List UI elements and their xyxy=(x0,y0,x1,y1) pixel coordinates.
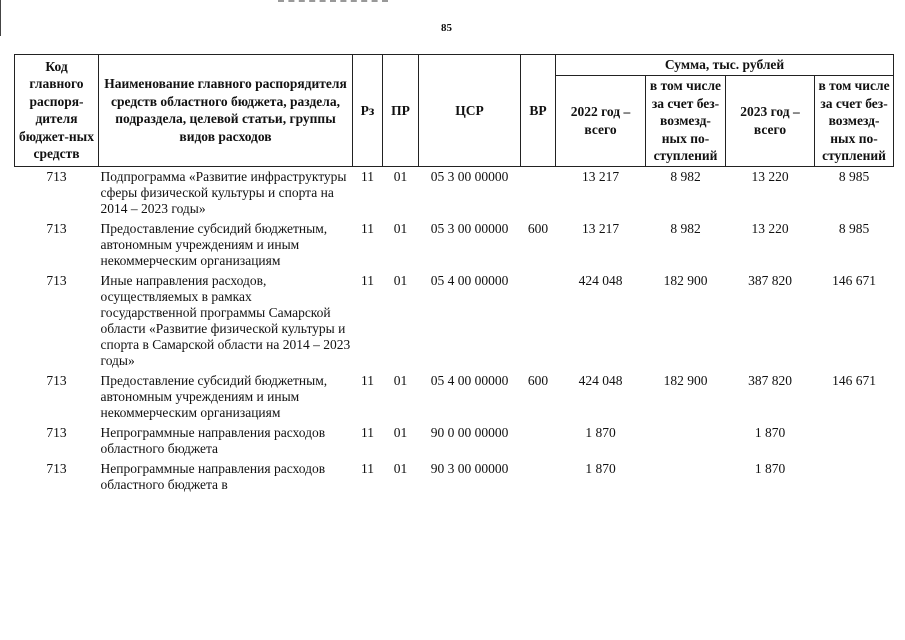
cell-code: 713 xyxy=(46,168,67,184)
cell-code: 713 xyxy=(46,220,67,236)
header-2022-free: в том числе за счет без-возмезд-ных по-ступлений xyxy=(646,76,726,167)
cell-vr xyxy=(521,273,556,373)
cell-rz: 11 xyxy=(361,168,374,184)
cell-2022-free: 182 900 xyxy=(663,372,708,388)
header-2023-total: 2023 год – всего xyxy=(726,76,815,167)
cell-2023-free: 146 671 xyxy=(832,272,876,288)
cell-pr: 01 xyxy=(393,168,408,184)
cell-2023-total: 1 870 xyxy=(754,460,786,476)
cell-code: 713 xyxy=(46,372,67,388)
cell-2022-total: 13 217 xyxy=(581,168,620,184)
cell-pr: 01 xyxy=(393,460,408,476)
cell-name: Предоставление субсидий бюджетным, автономным учреждениям и иным некоммерческим организациям xyxy=(100,372,328,420)
cell-pr: 01 xyxy=(393,424,408,440)
table-row xyxy=(15,273,894,373)
cell-pr: 01 xyxy=(393,272,408,288)
cell-2022-total: 424 048 xyxy=(578,372,623,388)
cell-2023-free: 146 671 xyxy=(832,372,876,388)
table-row xyxy=(15,373,894,425)
cell-2022-total: 1 870 xyxy=(585,424,616,440)
cell-vr xyxy=(521,166,556,221)
table-row xyxy=(15,461,894,493)
header-csr: ЦСР xyxy=(419,55,521,167)
cell-vr xyxy=(521,461,556,493)
cell-2023-free: 8 985 xyxy=(838,220,870,236)
header-name: Наименование главного распорядителя средств областного бюджета, раздела, подраздела, целевой статьи, группы видов расходов xyxy=(99,55,353,167)
header-2023-free: в том числе за счет без-возмезд-ных по-ступлений xyxy=(815,76,894,167)
cell-2022-free: 8 982 xyxy=(670,168,701,184)
cell-2022-total: 424 048 xyxy=(578,272,623,288)
cell-code: 713 xyxy=(46,424,67,440)
cell-pr: 01 xyxy=(393,220,408,236)
cell-csr: 05 3 00 00000 xyxy=(430,168,509,184)
cell-vr: 600 xyxy=(527,220,549,236)
cell-2023-total: 13 220 xyxy=(751,168,789,184)
header-pr: ПР xyxy=(383,55,419,167)
cell-2023-total: 387 820 xyxy=(748,272,792,288)
cell-2022-free: 8 982 xyxy=(670,220,701,236)
cell-rz: 11 xyxy=(361,424,374,440)
cell-2023-free: 8 985 xyxy=(838,168,870,184)
header-code: Код главного распоря-дителя бюджет-ных средств xyxy=(15,55,99,167)
cell-2023-total: 1 870 xyxy=(754,424,786,440)
cell-code: 713 xyxy=(46,460,67,476)
cell-code: 713 xyxy=(46,272,67,288)
header-rz: Рз xyxy=(353,55,383,167)
cell-rz: 11 xyxy=(361,272,374,288)
table-row xyxy=(15,425,894,461)
header-vr: ВР xyxy=(521,55,556,167)
cell-csr: 90 3 00 00000 xyxy=(430,460,509,476)
cell-2023-free xyxy=(815,425,894,461)
cell-name: Иные направления расходов, осуществляемых в рамках государственной программы Самарской области «Развитие физической культуры и спорта в Самарской области на 2014 – 2023 годы» xyxy=(100,272,351,368)
table-row xyxy=(15,221,894,273)
cell-vr xyxy=(521,425,556,461)
cell-2022-free: 182 900 xyxy=(663,272,708,288)
cell-name: Непрограммные направления расходов областного бюджета xyxy=(100,424,326,456)
cell-rz: 11 xyxy=(361,372,374,388)
cell-rz: 11 xyxy=(361,460,374,476)
cell-vr: 600 xyxy=(527,372,549,388)
cell-2022-total: 13 217 xyxy=(581,220,620,236)
header-2022-total: 2022 год – всего xyxy=(556,76,646,167)
cell-2022-free xyxy=(646,425,726,461)
cell-2022-free xyxy=(646,461,726,493)
page-number: 85 xyxy=(441,22,452,34)
cell-2023-total: 13 220 xyxy=(751,220,789,236)
cell-csr: 90 0 00 00000 xyxy=(430,424,509,440)
cell-2023-total: 387 820 xyxy=(748,372,792,388)
cell-name: Непрограммные направления расходов областного бюджета в xyxy=(100,460,326,492)
cell-csr: 05 4 00 00000 xyxy=(430,272,509,288)
cell-pr: 01 xyxy=(393,372,408,388)
scan-top-mark xyxy=(278,0,388,2)
table-row xyxy=(15,166,894,221)
cell-name: Подпрограмма «Развитие инфраструктуры сферы физической культуры и спорта на 2014 – 2023 годы» xyxy=(100,168,347,216)
cell-rz: 11 xyxy=(361,220,374,236)
header-row-1 xyxy=(15,55,894,76)
budget-table xyxy=(14,54,894,493)
header-sum: Сумма, тыс. рублей xyxy=(556,55,894,76)
cell-csr: 05 4 00 00000 xyxy=(430,372,509,388)
cell-2022-total: 1 870 xyxy=(585,460,616,476)
cell-2023-free xyxy=(815,461,894,493)
cell-csr: 05 3 00 00000 xyxy=(430,220,509,236)
cell-name: Предоставление субсидий бюджетным, автономным учреждениям и иным некоммерческим организациям xyxy=(100,220,328,268)
